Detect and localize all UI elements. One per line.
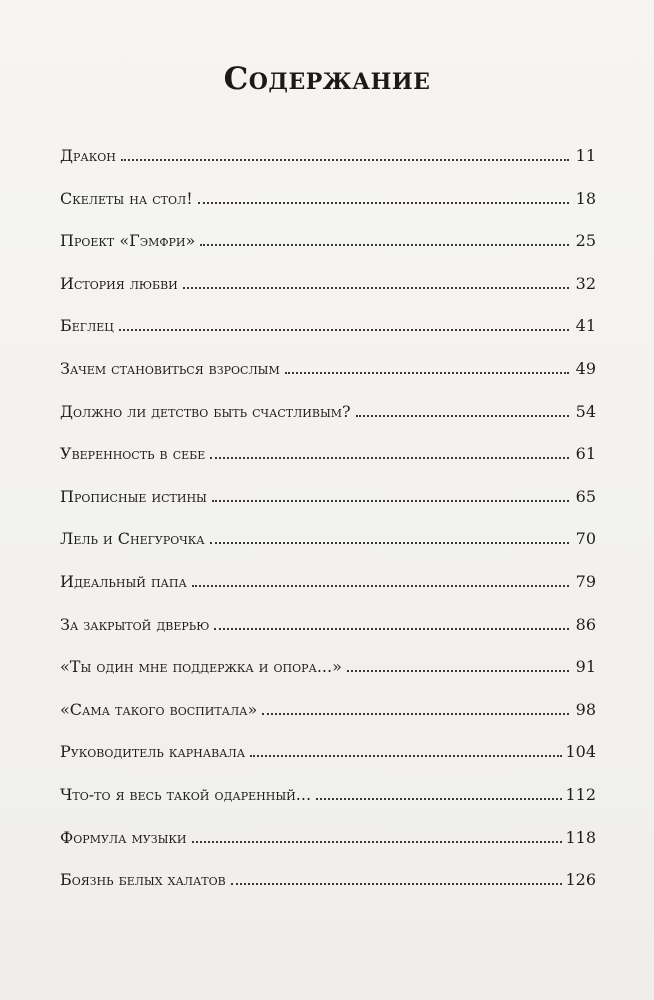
toc-leader-dots [198,202,569,204]
table-of-contents [60,146,596,913]
toc-entry-page: 61 [575,444,596,464]
toc-entry-page: 91 [575,657,596,677]
toc-leader-dots [183,287,569,289]
toc-entry-title: «Сама такого воспитала» [60,699,258,719]
toc-leader-dots [212,500,569,502]
toc-leader-dots [347,670,569,672]
toc-entry [60,572,596,615]
toc-entry [60,316,596,359]
toc-entry-title: Проект «Гэмфри» [60,231,196,251]
toc-entry [60,402,596,445]
toc-entry [60,359,596,402]
toc-entry-page: 54 [575,401,596,421]
toc-entry-title: «Ты один мне поддержка и опора...» [60,657,342,677]
toc-entry-title: Прописные истины [60,486,207,506]
toc-entry [60,189,596,232]
toc-entry-title: Дракон [60,146,116,165]
toc-leader-dots [192,585,569,587]
toc-entry [60,487,596,530]
toc-entry-page: 79 [575,571,596,591]
toc-entry-page: 86 [575,614,596,634]
toc-entry-page: 25 [575,231,596,251]
toc-leader-dots [214,628,569,630]
toc-leader-dots [356,415,569,417]
toc-leader-dots [200,244,569,246]
toc-entry-title: Должно ли детство быть счастливым? [60,401,351,421]
toc-leader-dots [231,883,563,885]
toc-entry [60,274,596,317]
toc-entry [60,828,596,871]
toc-entry [60,615,596,658]
toc-entry-page: 32 [575,273,596,293]
toc-entry-title: Формула музыки [60,827,187,847]
toc-entry [60,146,596,189]
toc-entry-page: 70 [575,529,596,549]
toc-entry-title: Боязнь белых халатов [60,870,226,890]
toc-entry-title: За закрытой дверью [60,614,210,634]
toc-leader-dots [119,329,569,331]
toc-entry-title: История любви [60,273,178,293]
toc-entry-page: 104 [565,742,596,762]
toc-entry-page: 11 [575,146,596,165]
toc-entry [60,785,596,828]
toc-leader-dots [250,755,562,757]
toc-entry-title: Зачем становиться взрослым [60,358,280,378]
toc-entry-title: Руководитель карнавала [60,742,246,762]
toc-entry-page: 65 [575,486,596,506]
toc-entry-page: 118 [565,827,596,847]
toc-leader-dots [192,841,563,843]
toc-entry-title: Идеальный папа [60,571,187,591]
toc-entry [60,657,596,700]
toc-leader-dots [210,457,569,459]
toc-entry-title: Лель и Снегурочка [60,529,205,549]
toc-leader-dots [285,372,569,374]
toc-entry-page: 98 [575,699,596,719]
toc-entry-page: 126 [565,870,596,890]
toc-entry-title: Уверенность в себе [60,444,206,464]
toc-leader-dots [316,798,562,800]
toc-entry [60,742,596,785]
toc-entry [60,231,596,274]
toc-entry [60,444,596,487]
toc-entry-title: Скелеты на стол! [60,188,193,208]
toc-entry-title: Что-то я весь такой одаренный... [60,784,312,804]
toc-leader-dots [121,159,569,161]
toc-entry-page: 18 [575,188,596,208]
toc-entry [60,870,596,913]
toc-entry-page: 112 [565,784,596,804]
toc-entry [60,700,596,743]
toc-leader-dots [210,542,569,544]
toc-entry-page: 41 [575,316,596,336]
page-title: Содержание [223,60,431,97]
toc-entry-page: 49 [575,358,596,378]
toc-entry [60,529,596,572]
toc-entry-title: Беглец [60,316,114,336]
toc-leader-dots [262,713,569,715]
